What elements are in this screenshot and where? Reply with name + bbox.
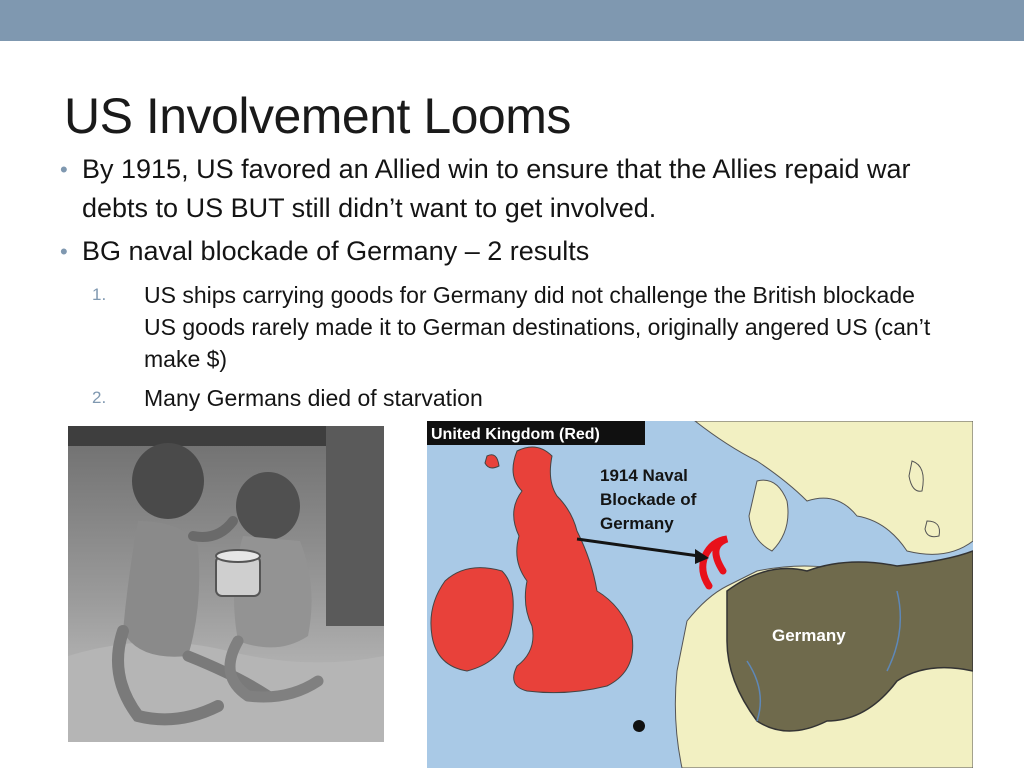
bullet-list — [60, 150, 960, 275]
map-annotation-line: 1914 Naval — [600, 466, 688, 485]
bullet-item — [60, 232, 960, 271]
starving-children-photo — [68, 426, 384, 742]
slide-title: US Involvement Looms — [64, 88, 571, 144]
result-text: US ships carrying goods for Germany did not challenge the British blockade US goods rarely made it to German destinations, originally angered US (can’t make $) — [144, 282, 931, 372]
result-number: 2. — [92, 388, 107, 407]
map-annotation-line: Blockade of — [600, 490, 697, 509]
result-text: Many Germans died of starvation — [144, 385, 483, 411]
header-band — [0, 0, 1024, 41]
bullet-item — [60, 150, 960, 228]
map-illustration — [427, 421, 973, 768]
bullet-text: By 1915, US favored an Allied win to ensure that the Allies repaid war debts to US BUT still didn’t want to get involved. — [82, 154, 911, 223]
map-legend: United Kingdom (Red) — [431, 426, 600, 443]
result-item — [92, 279, 952, 375]
bullet-dot-icon: • — [60, 239, 68, 264]
result-item — [92, 382, 952, 414]
map-annotation-line: Germany — [600, 514, 674, 533]
bullet-dot-icon: • — [60, 157, 68, 182]
result-number: 1. — [92, 285, 107, 304]
bullet-text: BG naval blockade of Germany – 2 results — [82, 236, 590, 266]
photo-illustration — [68, 426, 384, 742]
map-country-label: Germany — [772, 626, 846, 645]
blockade-map — [427, 421, 973, 768]
